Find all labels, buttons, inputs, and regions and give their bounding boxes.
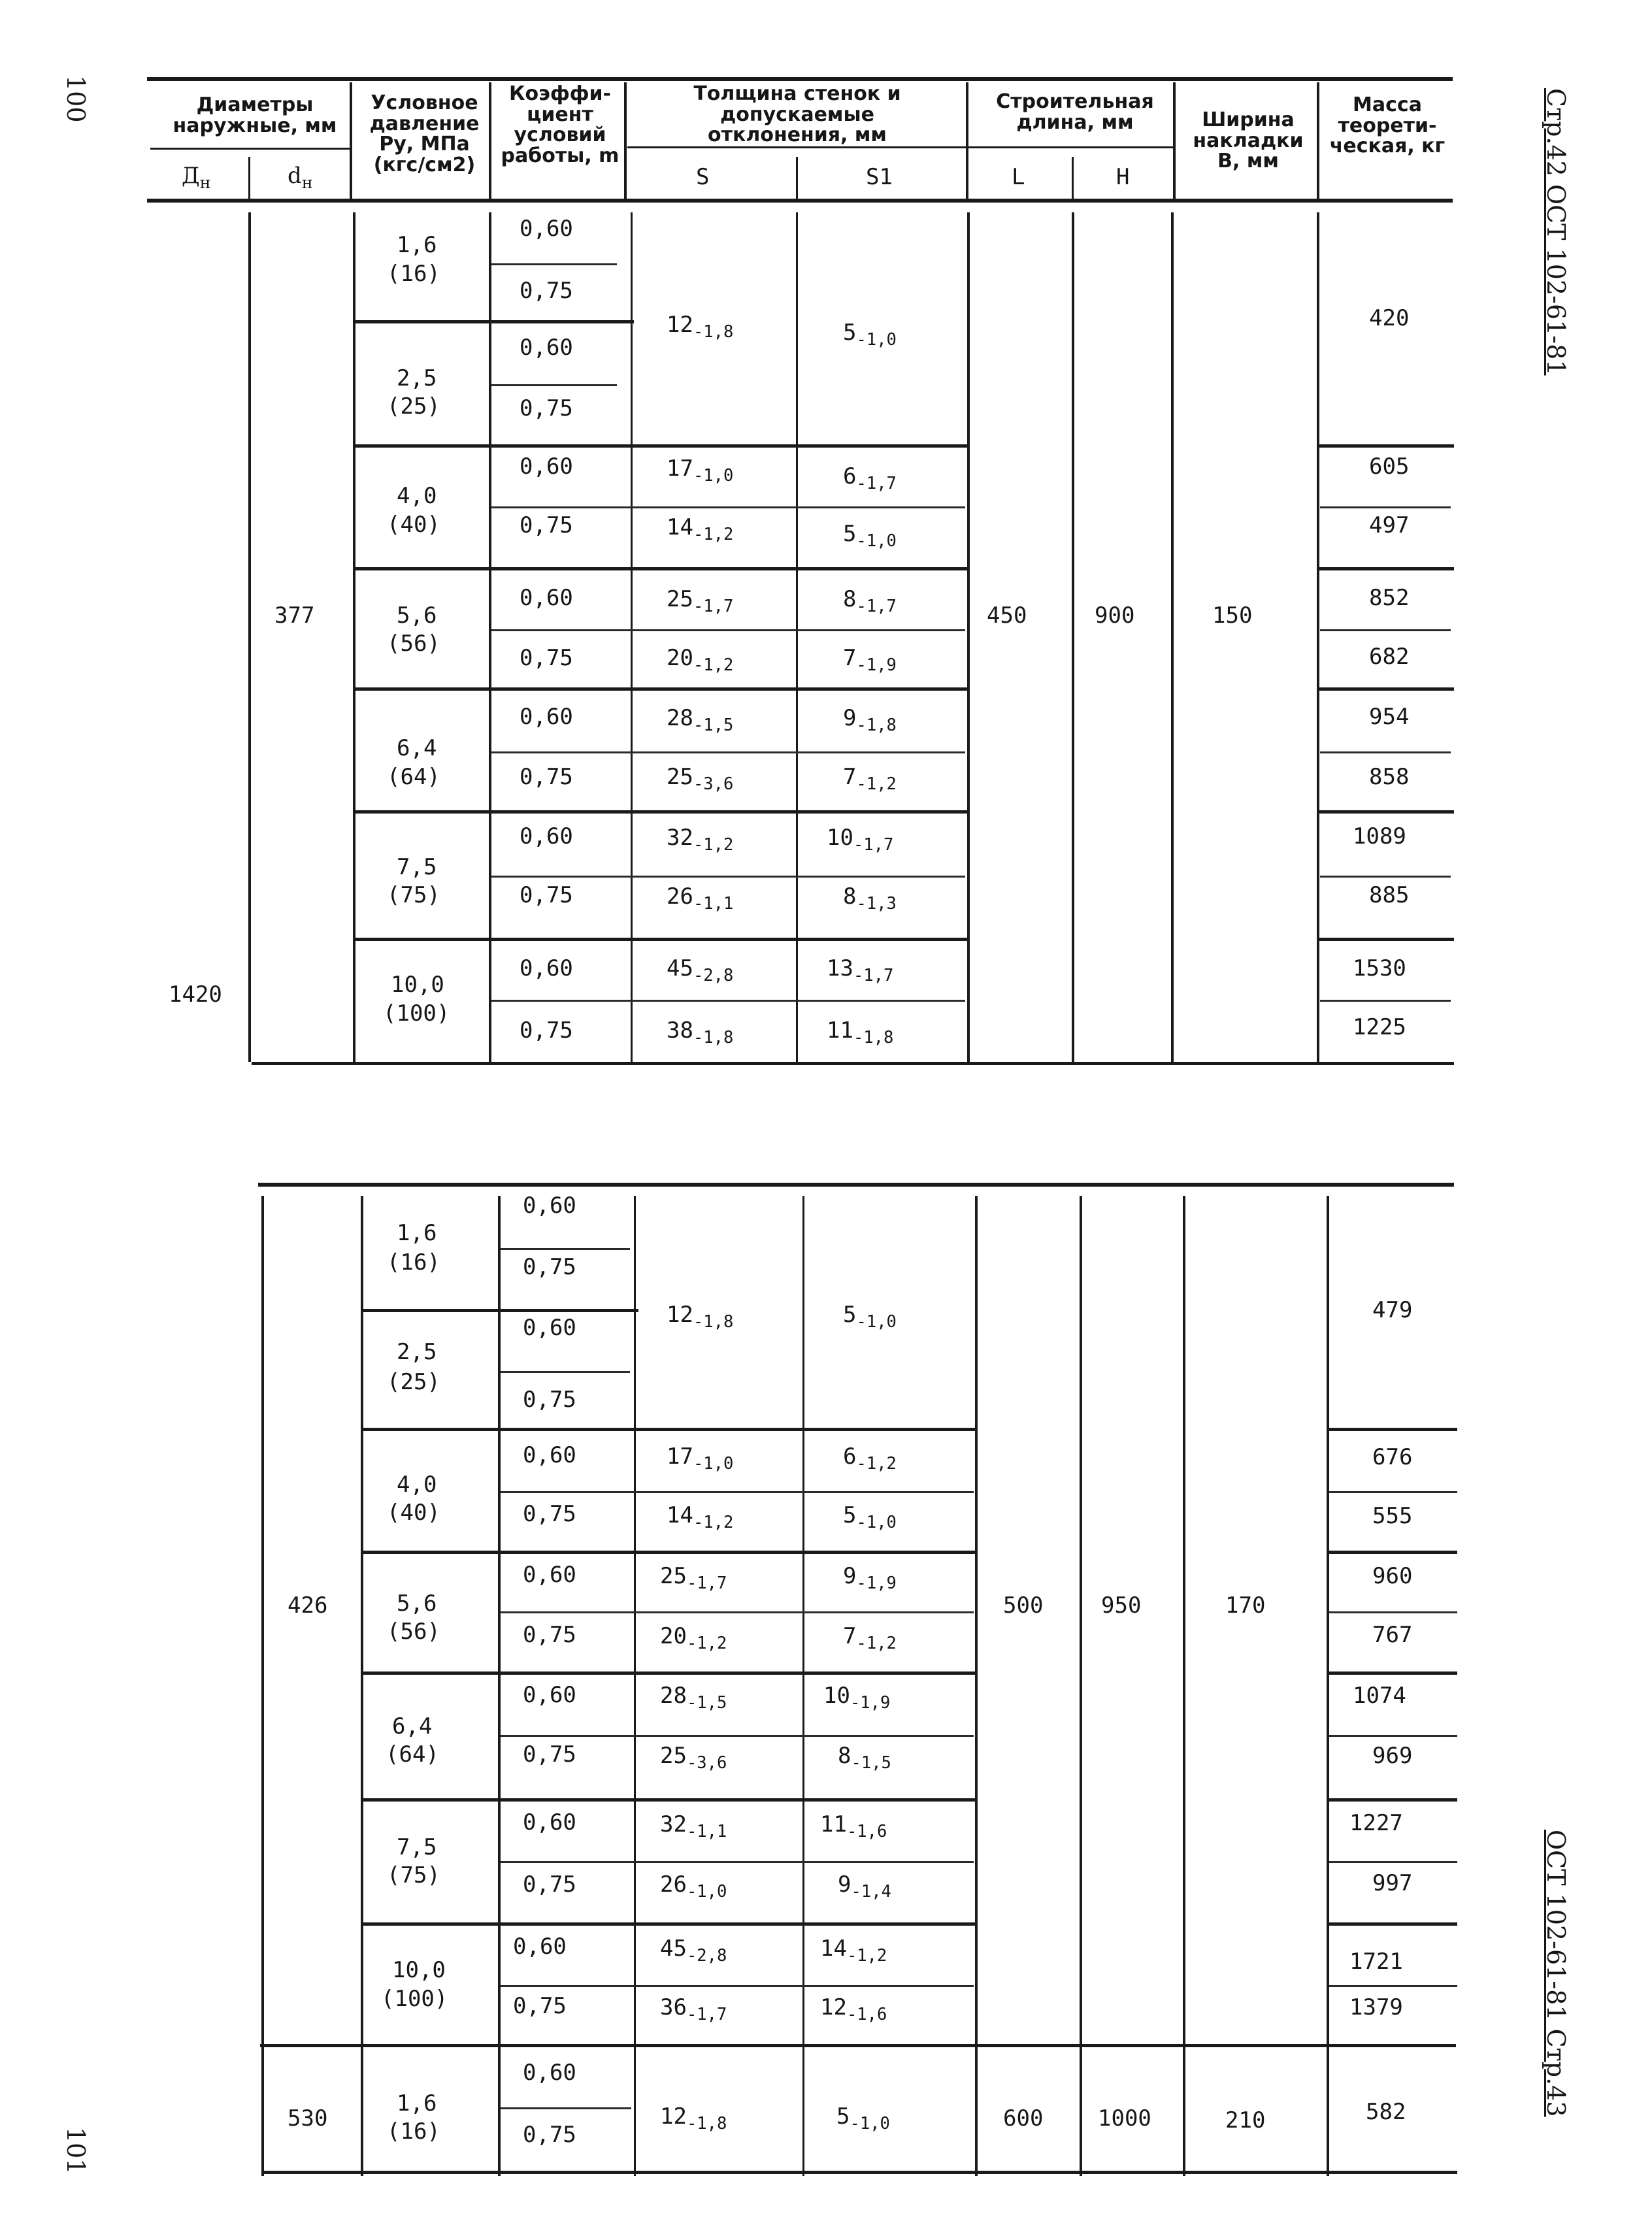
thickness-s: $20_{-1,2}$: [660, 1623, 727, 1654]
header-diameters: Диаметры наружные, мм: [173, 93, 337, 137]
coef-value: 0,60: [520, 585, 573, 611]
merged-mass: 479: [1372, 1297, 1413, 1323]
thickness-s: $25_{-3,6}$: [667, 764, 734, 795]
pressure-kgf: (40): [387, 1500, 440, 1526]
width-b-value: 210: [1225, 2107, 1266, 2133]
thickness-s1: $6_{-1,2}$: [843, 1443, 897, 1474]
pressure-value: 5,6: [397, 1590, 437, 1617]
header-h: H: [1116, 164, 1130, 190]
thickness-s: $25_{-3,6}$: [660, 1743, 727, 1773]
thickness-s1: $14_{-1,2}$: [820, 1935, 887, 1966]
mass-value: 997: [1372, 1870, 1413, 1896]
coef-value: 0,75: [523, 2122, 576, 2148]
coef-value: 0,60: [523, 1562, 576, 1588]
pressure-kgf: (25): [387, 1369, 440, 1395]
header-mass: Масса теорети-ческая, кг: [1329, 93, 1446, 157]
coef-value: 0,75: [520, 512, 573, 538]
d-inner-value: 426: [288, 1592, 328, 1619]
length-h-value: 950: [1101, 1592, 1142, 1619]
coef-value: 0,60: [523, 1442, 576, 1468]
thickness-s1: $8_{-1,5}$: [838, 1743, 891, 1773]
coef-value: 0,75: [523, 1501, 576, 1527]
header-pressure: Условное давление Ру, МПа (кгс/см2): [369, 91, 480, 176]
mass-value: 497: [1369, 512, 1410, 538]
mass-value: 1530: [1353, 955, 1406, 981]
thickness-s1: $10_{-1,9}$: [823, 1683, 891, 1713]
width-b-value: 170: [1225, 1592, 1266, 1619]
mass-value: 605: [1369, 453, 1410, 480]
pressure-kgf: (75): [387, 1862, 440, 1888]
coef-value: 0,60: [520, 823, 573, 849]
merged-s1: $5_{-1,0}$: [843, 1302, 897, 1332]
thickness-s1: $9_{-1,9}$: [843, 1563, 897, 1594]
mass-value: 1089: [1353, 823, 1406, 849]
pressure-kgf: (64): [386, 1741, 439, 1768]
page-number-bottom: 101: [61, 2127, 90, 2175]
thickness-s: $26_{-1,0}$: [660, 1871, 727, 1902]
pressure-value: 2,5: [397, 365, 437, 391]
coef-value: 0,75: [523, 1387, 576, 1413]
pressure-kgf: (16): [387, 261, 440, 287]
thickness-s1: $10_{-1,7}$: [827, 825, 894, 855]
coef-value: 0,60: [513, 1934, 567, 1960]
thickness-s: $38_{-1,8}$: [667, 1017, 734, 1048]
header-s1: S1: [866, 164, 893, 190]
header-l: L: [1012, 164, 1025, 190]
length-l-value: 600: [1003, 2105, 1044, 2132]
coef-value: 0,60: [523, 2060, 576, 2086]
thickness-s: $17_{-1,0}$: [667, 455, 734, 486]
thickness-s: $45_{-2,8}$: [667, 955, 734, 986]
pressure-value: 1,6: [397, 2090, 437, 2116]
mass-value: 960: [1372, 1563, 1413, 1589]
mass-value: 1721: [1349, 1949, 1403, 1975]
thickness-s: $32_{-1,1}$: [660, 1811, 727, 1842]
coef-value: 0,75: [520, 278, 573, 304]
coef-value: 0,75: [523, 1871, 576, 1898]
pressure-value: 4,0: [397, 1472, 437, 1498]
length-h-value: 900: [1095, 602, 1135, 629]
pressure-value: 1,6: [397, 1220, 437, 1246]
coef-value: 0,75: [520, 645, 573, 671]
mass-value: 1227: [1349, 1810, 1403, 1836]
pressure-kgf: (16): [387, 2118, 440, 2145]
merged-s1: $5_{-1,0}$: [843, 320, 897, 350]
coef-value: 0,60: [520, 453, 573, 480]
d-inner-value: 530: [288, 2105, 328, 2132]
thickness-s: $12_{-1,8}$: [660, 2103, 727, 2134]
coef-value: 0,60: [520, 335, 573, 361]
thickness-s: $25_{-1,7}$: [660, 1563, 727, 1594]
merged-mass: 420: [1369, 305, 1410, 331]
thickness-s1: $8_{-1,3}$: [843, 883, 897, 914]
coef-value: 0,75: [520, 395, 573, 421]
coef-value: 0,60: [520, 955, 573, 981]
thickness-s: $17_{-1,0}$: [667, 1443, 734, 1474]
mass-value: 555: [1372, 1503, 1413, 1529]
thickness-s: $36_{-1,7}$: [660, 1994, 727, 2025]
coef-value: 0,75: [520, 1017, 573, 1044]
pressure-value: 5,6: [397, 602, 437, 629]
pressure-kgf: (75): [387, 882, 440, 908]
thickness-s: $14_{-1,2}$: [667, 514, 734, 545]
mass-value: 1379: [1349, 1994, 1403, 2020]
mass-value: 852: [1369, 585, 1410, 611]
thickness-s1: $7_{-1,2}$: [843, 764, 897, 795]
pressure-value: 2,5: [397, 1339, 437, 1365]
coef-value: 0,75: [523, 1254, 576, 1280]
thickness-s1: $11_{-1,8}$: [827, 1017, 894, 1048]
mass-value: 1225: [1353, 1014, 1406, 1040]
pressure-kgf: (100): [383, 1000, 450, 1027]
thickness-s: $14_{-1,2}$: [667, 1502, 734, 1533]
header-width: Ширина накладки В, мм: [1193, 108, 1304, 173]
thickness-s1: $5_{-1,0}$: [836, 2103, 890, 2134]
merged-s: $12_{-1,8}$: [667, 1302, 734, 1332]
pressure-value: 6,4: [392, 1713, 433, 1739]
mass-value: 969: [1372, 1743, 1413, 1769]
mass-value: 767: [1372, 1622, 1413, 1648]
header-coefficient: Коэффи-циент условий работы, m: [501, 82, 620, 167]
coef-value: 0,60: [520, 216, 573, 242]
pressure-value: 7,5: [397, 854, 437, 880]
thickness-s1: $6_{-1,7}$: [843, 463, 897, 494]
mass-value: 858: [1369, 764, 1410, 790]
mass-value: 676: [1372, 1444, 1413, 1470]
pressure-value: 6,4: [397, 735, 437, 761]
pressure-kgf: (16): [387, 1249, 440, 1276]
thickness-s1: $8_{-1,7}$: [843, 586, 897, 617]
coef-value: 0,60: [520, 704, 573, 730]
coef-value: 0,75: [523, 1741, 576, 1768]
pressure-kgf: (64): [387, 764, 440, 790]
thickness-s1: $5_{-1,0}$: [843, 1502, 897, 1533]
pressure-kgf: (100): [381, 1986, 448, 2012]
mass-value: 1074: [1353, 1683, 1406, 1709]
header-thickness: Толщина стенок и допускаемые отклонения, мм: [693, 82, 901, 146]
thickness-s1: $9_{-1,8}$: [843, 705, 897, 736]
merged-s: $12_{-1,8}$: [667, 312, 734, 342]
header-length: Строительная длина, мм: [996, 90, 1154, 134]
coef-value: 0,75: [520, 764, 573, 790]
pressure-value: 4,0: [397, 483, 437, 509]
thickness-s1: $9_{-1,4}$: [838, 1871, 891, 1902]
thickness-s: $32_{-1,2}$: [667, 825, 734, 855]
header-d-outer: $Д_н$: [182, 163, 211, 193]
dn-value: 1420: [169, 981, 222, 1008]
pressure-kgf: (56): [387, 1619, 440, 1645]
running-header-top: Стр.42 ОСТ 102-61-81: [1542, 88, 1570, 376]
thickness-s: $45_{-2,8}$: [660, 1935, 727, 1966]
mass-value: 885: [1369, 882, 1410, 908]
thickness-s: $28_{-1,5}$: [660, 1683, 727, 1713]
thickness-s: $20_{-1,2}$: [667, 645, 734, 676]
d-inner-value: 377: [274, 602, 315, 629]
thickness-s1: $13_{-1,7}$: [827, 955, 894, 986]
pressure-kgf: (40): [387, 512, 440, 538]
thickness-s1: $12_{-1,6}$: [820, 1994, 887, 2025]
pressure-value: 7,5: [397, 1834, 437, 1860]
coef-value: 0,75: [513, 1993, 567, 2019]
pressure-value: 10,0: [391, 972, 444, 998]
coef-value: 0,60: [523, 1682, 576, 1708]
page-number-top: 100: [61, 75, 90, 123]
coef-value: 0,60: [523, 1315, 576, 1341]
length-l-value: 450: [987, 602, 1027, 629]
coef-value: 0,60: [523, 1193, 576, 1219]
running-header-bottom: ОСТ 102-61-81 Стр.43: [1542, 1830, 1570, 2117]
thickness-s: $25_{-1,7}$: [667, 586, 734, 617]
mass-value: 682: [1369, 644, 1410, 670]
mass-value: 954: [1369, 704, 1410, 730]
thickness-s: $26_{-1,1}$: [667, 883, 734, 914]
coef-value: 0,60: [523, 1809, 576, 1836]
length-h-value: 1000: [1098, 2105, 1151, 2132]
thickness-s1: $7_{-1,2}$: [843, 1623, 897, 1654]
pressure-value: 1,6: [397, 232, 437, 258]
coef-value: 0,75: [520, 882, 573, 908]
length-l-value: 500: [1003, 1592, 1044, 1619]
pressure-kgf: (25): [387, 393, 440, 420]
coef-value: 0,75: [523, 1622, 576, 1648]
thickness-s1: $11_{-1,6}$: [820, 1811, 887, 1842]
thickness-s1: $7_{-1,9}$: [843, 645, 897, 676]
header-s: S: [696, 164, 710, 190]
thickness-s1: $5_{-1,0}$: [843, 521, 897, 552]
width-b-value: 150: [1212, 602, 1253, 629]
thickness-s: $28_{-1,5}$: [667, 705, 734, 736]
mass-value: 582: [1366, 2099, 1406, 2125]
header-d-inner: $d_н$: [288, 163, 313, 193]
pressure-kgf: (56): [387, 631, 440, 657]
pressure-value: 10,0: [392, 1957, 446, 1983]
